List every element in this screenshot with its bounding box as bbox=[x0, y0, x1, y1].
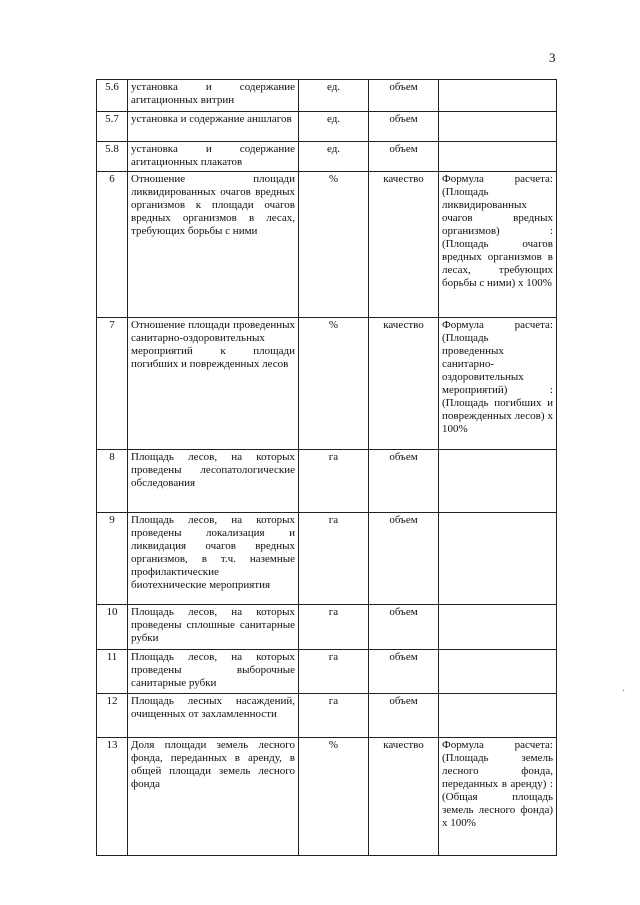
calculation-formula: Формула расчета: (Площадь проведенных санитарно-оздоровительных мероприятий) : (Площадь погибших и поврежденных лесов) х 100% bbox=[439, 318, 557, 450]
unit-of-measure: % bbox=[299, 172, 369, 318]
calculation-formula bbox=[439, 605, 557, 650]
table-row bbox=[97, 142, 557, 172]
calculation-formula bbox=[439, 142, 557, 172]
indicator-type: объем bbox=[369, 450, 439, 513]
calculation-formula bbox=[439, 112, 557, 142]
indicator-name: Отношение площади проведенных санитарно-оздоровительных мероприятий к площади погибших и поврежденных лесов bbox=[128, 318, 299, 450]
row-number: 11 bbox=[97, 650, 128, 694]
unit-of-measure: га bbox=[299, 605, 369, 650]
indicator-name: установка и содержание агитационных витрин bbox=[128, 80, 299, 112]
row-number: 6 bbox=[97, 172, 128, 318]
unit-of-measure: ед. bbox=[299, 112, 369, 142]
table-row bbox=[97, 738, 557, 856]
indicator-name: Площадь лесов, на которых проведены выборочные санитарные рубки bbox=[128, 650, 299, 694]
indicator-type: объем bbox=[369, 605, 439, 650]
row-number: 7 bbox=[97, 318, 128, 450]
row-number: 13 bbox=[97, 738, 128, 856]
indicator-type: качество bbox=[369, 738, 439, 856]
calculation-formula bbox=[439, 450, 557, 513]
indicator-type: объем bbox=[369, 513, 439, 605]
indicator-name: Площадь лесов, на которых проведены лесопатологические обследования bbox=[128, 450, 299, 513]
table-row bbox=[97, 450, 557, 513]
table-row bbox=[97, 172, 557, 318]
calculation-formula bbox=[439, 80, 557, 112]
indicator-name: Площадь лесов, на которых проведены локализация и ликвидация очагов вредных организмов, в т.ч. наземные профилактические биотехнические мероприятия bbox=[128, 513, 299, 605]
margin-mark: · bbox=[622, 686, 626, 697]
indicator-type: объем bbox=[369, 112, 439, 142]
row-number: 5.7 bbox=[97, 112, 128, 142]
calculation-formula: Формула расчета: (Площадь земель лесного фонда, переданных в аренду) : (Общая площадь земель лесного фонда) х 100% bbox=[439, 738, 557, 856]
unit-of-measure: ед. bbox=[299, 80, 369, 112]
indicator-type: объем bbox=[369, 80, 439, 112]
unit-of-measure: га bbox=[299, 650, 369, 694]
table-row bbox=[97, 112, 557, 142]
table-row bbox=[97, 694, 557, 738]
indicator-name: установка и содержание агитационных плакатов bbox=[128, 142, 299, 172]
row-number: 9 bbox=[97, 513, 128, 605]
calculation-formula: Формула расчета: (Площадь ликвидированных очагов вредных организмов) : (Площадь очагов вредных организмов в лесах, требующих борьбы с ними) х 100% bbox=[439, 172, 557, 318]
unit-of-measure: га bbox=[299, 450, 369, 513]
row-number: 5.6 bbox=[97, 80, 128, 112]
indicator-type: объем bbox=[369, 142, 439, 172]
calculation-formula bbox=[439, 650, 557, 694]
indicator-type: объем bbox=[369, 650, 439, 694]
calculation-formula bbox=[439, 694, 557, 738]
indicator-type: качество bbox=[369, 318, 439, 450]
indicator-type: объем bbox=[369, 694, 439, 738]
row-number: 10 bbox=[97, 605, 128, 650]
row-number: 12 bbox=[97, 694, 128, 738]
indicator-name: Доля площади земель лесного фонда, переданных в аренду, в общей площади земель лесного фонда bbox=[128, 738, 299, 856]
table-row bbox=[97, 605, 557, 650]
unit-of-measure: % bbox=[299, 318, 369, 450]
unit-of-measure: га bbox=[299, 694, 369, 738]
indicator-name: установка и содержание аншлагов bbox=[128, 112, 299, 142]
calculation-formula bbox=[439, 513, 557, 605]
row-number: 8 bbox=[97, 450, 128, 513]
table-row bbox=[97, 513, 557, 605]
indicators-table bbox=[96, 79, 557, 856]
unit-of-measure: га bbox=[299, 513, 369, 605]
indicator-type: качество bbox=[369, 172, 439, 318]
unit-of-measure: ед. bbox=[299, 142, 369, 172]
unit-of-measure: % bbox=[299, 738, 369, 856]
indicator-name: Отношение площади ликвидированных очагов вредных организмов к площади очагов вредных организмов в лесах, требующих борьбы с ними bbox=[128, 172, 299, 318]
indicator-name: Площадь лесов, на которых проведены сплошные санитарные рубки bbox=[128, 605, 299, 650]
table-row bbox=[97, 318, 557, 450]
row-number: 5.8 bbox=[97, 142, 128, 172]
table-row bbox=[97, 650, 557, 694]
table-row bbox=[97, 80, 557, 112]
indicator-name: Площадь лесных насаждений, очищенных от захламленности bbox=[128, 694, 299, 738]
page-number: 3 bbox=[549, 50, 556, 65]
